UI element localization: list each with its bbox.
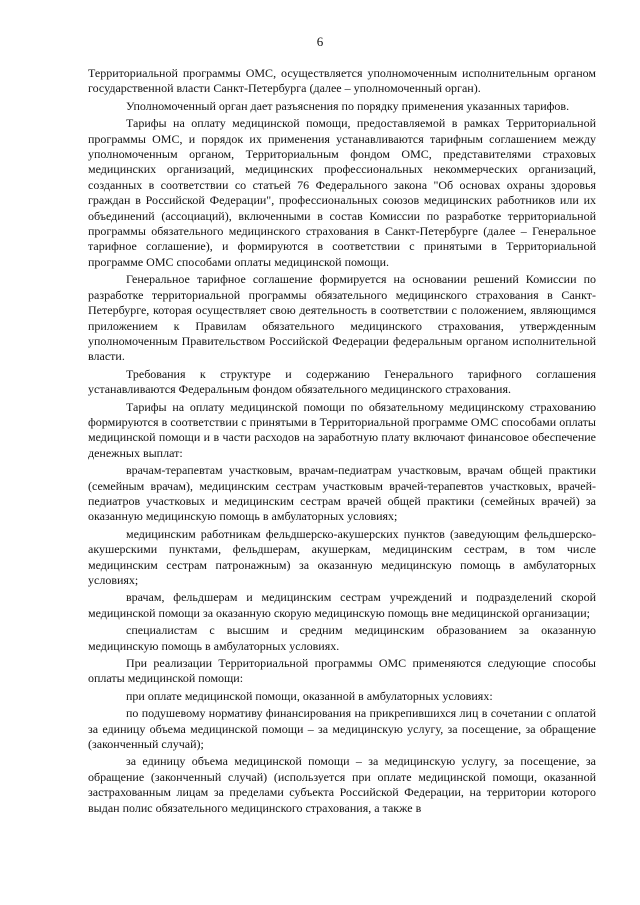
paragraph: врачам-терапевтам участковым, врачам-педиатрам участковым, врачам общей практики (семейным врачам), медицинским сестрам участковым врачей-терапевтов участковых, врачей-педиатров участковых и медицинским сестрам врачей общей практики (семейных врачей) за оказанную медицинскую помощь в амбулаторных условиях; xyxy=(88,463,596,524)
paragraph: за единицу объема медицинской помощи – за медицинскую услугу, за посещение, за обращение (законченный случай) (используется при оплате медицинской помощи, оказанной застрахованным лицам за пределами субъекта Российской Федерации, на территории которого выдан полис обязательного медицинского страхования, а также в xyxy=(88,754,596,815)
paragraph: Требования к структуре и содержанию Генерального тарифного соглашения устанавливаются Федеральным фондом обязательного медицинского страхования. xyxy=(88,366,596,397)
paragraph: по подушевому нормативу финансирования на прикрепившихся лиц в сочетании с оплатой за единицу объема медицинской помощи – за медицинскую услугу, за посещение, за обращение (законченный случай); xyxy=(88,706,596,752)
document-body xyxy=(88,66,596,818)
paragraph: Тарифы на оплату медицинской помощи по обязательному медицинскому страхованию формируются в соответствии с принятыми в Территориальной программе ОМС способами оплаты медицинской помощи и в части расходов на заработную плату включают финансовое обеспечение денежных выплат: xyxy=(88,399,596,460)
paragraph: врачам, фельдшерам и медицинским сестрам учреждений и подразделений скорой медицинской помощи за оказанную скорую медицинскую помощь вне медицинской организации; xyxy=(88,590,596,620)
paragraph: медицинским работникам фельдшерско-акушерских пунктов (заведующим фельдшерско-акушерскими пунктами, фельдшерам, акушеркам, медицинским сестрам, в том числе медицинским сестрам патронажным) за оказанную медицинскую помощь в амбулаторных условиях; xyxy=(88,526,596,587)
paragraph: При реализации Территориальной программы ОМС применяются следующие способы оплаты медицинской помощи: xyxy=(88,656,596,686)
paragraph: Тарифы на оплату медицинской помощи, предоставляемой в рамках Территориальной программы ОМС, и порядок их применения устанавливаются тарифным соглашением между уполномоченным органом, Территориальным фондом ОМС, представителями страховых медицинских организаций, медицинских профессиональных некоммерческих организаций, созданных в соответствии со статьей 76 Федерального закона "Об основах охраны здоровья граждан в Российской Федерации", профессиональных союзов медицинских работников или их объединений (ассоциаций), включенными в состав Комиссии по разработке территориальной программы обязательного медицинского страхования в Санкт-Петербурге (далее – Генеральное тарифное соглашение), и формируются в соответствии с принятыми в Территориальной программе ОМС способами оплаты медицинской помощи. xyxy=(88,116,596,269)
paragraph: при оплате медицинской помощи, оказанной в амбулаторных условиях: xyxy=(126,688,493,703)
paragraph: специалистам с высшим и средним медицинским образованием за оказанную медицинскую помощь в амбулаторных условиях. xyxy=(88,623,596,653)
paragraph: Генеральное тарифное соглашение формируется на основании решений Комиссии по разработке территориальной программы обязательного медицинского страхования в Санкт-Петербурге, которая осуществляет свою деятельность в соответствии с положением, являющимся приложением к Правилам обязательного медицинского страхования, утвержденным уполномоченным Правительством Российской Федерации федеральным органом исполнительной власти. xyxy=(88,272,596,364)
paragraph: Территориальной программы ОМС, осуществляется уполномоченным исполнительным органом государственной власти Санкт-Петербурга (далее – уполномоченный орган). xyxy=(88,66,596,96)
paragraph: Уполномоченный орган дает разъяснения по порядку применения указанных тарифов. xyxy=(126,98,570,113)
page-number: 6 xyxy=(316,34,324,49)
